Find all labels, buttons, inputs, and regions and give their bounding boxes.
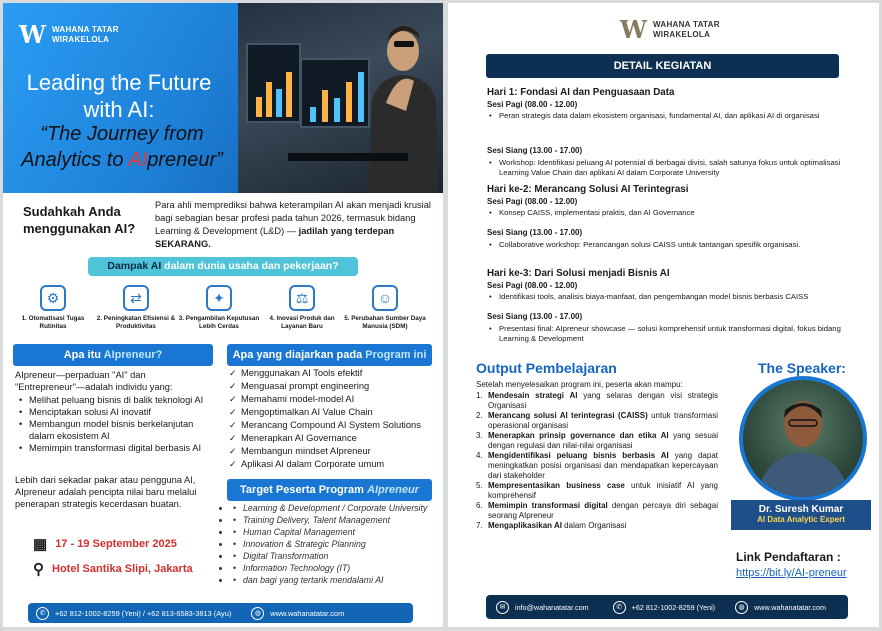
impact-label: 3. Pengambilan Keputusan Lebih Cerdas [178,315,260,330]
logo-text: WAHANA TATAR WIRAKELOLA [51,25,119,44]
efficiency-icon: ⇄ [123,285,149,311]
person-silhouette [358,11,438,193]
checklist-item: ✓ Menerapkan AI Governance [229,432,439,445]
list-item: • • Learning & Development / Corporate University [231,502,431,514]
list-item: • • Training Delivery, Talent Management [231,514,431,526]
checklist-item: ✓ Merancang Compound AI System Solutions [229,419,439,432]
session-time: Sesi Pagi (08.00 - 12.00) [487,281,578,290]
globe-icon: ◍ [735,601,748,614]
list-item: • Menciptakan solusi AI inovatif [17,406,217,418]
impact-banner: Dampak AI dalam dunia usaha dan pekerjaan? [88,257,358,276]
session-detail [487,292,842,302]
target-header: Target Peserta Program AIpreneur [227,479,432,501]
contact-phone: +62 812-1002-8259 (Yeni) [631,602,716,612]
speaker-title: AI Data Analytic Expert [757,515,845,524]
people-icon: ☺ [372,285,398,311]
list-item: • • Digital Transformation [231,550,431,562]
impact-item [260,285,344,331]
list-item: • Memimpin transformasi digital berbasis AI [17,442,217,454]
hero-photo [238,3,443,193]
event-venue: ⚲ Hotel Santika Slipi, Jakarta [33,561,193,578]
list-item: • Identifikasi tools, analisis biaya-manfaat, dan pengembangan model bisnis berbasis CAISS [487,292,842,302]
flyer-back-page [448,3,879,627]
speaker-name: Dr. Suresh Kumar [758,504,844,515]
speaker-photo [739,376,867,501]
list-item: • • Innovation & Strategic Planning [231,538,431,550]
desk [288,153,408,161]
impact-item [343,285,427,331]
automation-icon: ⚙ [40,285,66,311]
hero-title: Leading the Future with AI: [26,70,212,122]
checklist-item: ✓ Menggunakan AI Tools efektif [229,367,439,380]
registration-link[interactable]: https://bit.ly/AI-preneur [736,567,847,579]
apa-itu-intro: AIpreneur—perpaduan "AI" dan "Entrepreneur"—adalah individu yang: [15,370,173,392]
output-list [476,391,718,531]
checklist-item: ✓ Memahami model-model AI [229,393,439,406]
target-list [231,502,431,586]
session-detail [487,111,842,121]
contact-phone: +62 812-1002-8259 (Yeni) / +62 813-6583-3813 (Ayu) [55,608,232,618]
logo-mark: W [19,20,46,49]
checklist-item: ✓ Mengoptimalkan AI Value Chain [229,406,439,419]
output-item: Mengaplikasikan AI dalam Organisasi [488,521,627,530]
impact-label: 1. Otomatisasi Tugas Rutinitas [21,315,85,330]
list-item: • Peran strategis data dalam ekosistem organisasi, fundamental AI, dan aplikasi AI di organisasi [487,111,842,121]
list-item: • • dan bagi yang tertarik mendalami AI [231,574,431,586]
list-item: • • Human Capital Management [231,526,431,538]
day-title: Hari ke-3: Dari Solusi menjadi Bisnis AI [487,268,670,279]
output-item: Mempresentasikan business case untuk inisiatif AI yang komprehensif [488,481,718,500]
apa-itu-header: Apa itu AIpreneur? [13,344,213,366]
speaker-name-card [731,500,871,530]
session-time: Sesi Siang (13.00 - 17.00) [487,146,583,155]
output-heading: Output Pembelajaran [476,360,617,376]
whatsapp-icon: ✆ [36,607,49,620]
checklist-item: ✓ Aplikasi AI dalam Corporate umum [229,458,439,471]
globe-icon: ◍ [251,607,264,620]
checklist-item: ✓ Membangun mindset AIpreneur [229,445,439,458]
day-title: Hari ke-2: Merancang Solusi AI Terintegrasi [487,184,689,195]
flyer-front-page [3,3,443,627]
list-item: • Collaborative workshop: Perancangan solusi CAISS untuk tantangan spesifik organisasi. [487,240,842,250]
impact-item [11,285,95,331]
session-detail [487,208,842,218]
contact-email[interactable]: info@wahanatatar.com [515,602,589,612]
logo-text: WAHANA TATAR WIRAKELOLA [652,20,720,39]
output-intro: Setelah menyelesaikan program ini, peserta akan mampu: [476,380,683,389]
website-link[interactable]: www.wahanatatar.com [754,602,827,612]
list-item: • Presentasi final: AIpreneur showcase — solusi komprehensif untuk transformasi digital, fokus bidang Learning & Development [487,324,842,344]
email-icon: ✉ [496,601,509,614]
session-time: Sesi Siang (13.00 - 17.00) [487,228,583,237]
list-item: • Workshop: Identifikasi peluang AI potensial di berbagai divisi, salah satunya fokus untuk optimalisasi Learning Value Chain dan aplikasi AI dalam Corporate University [487,158,842,178]
list-item: • Membangun model bisnis berkelanjutan dalam ekosistem AI [17,418,217,442]
question-heading: Sudahkah Anda menggunakan AI? [23,204,136,236]
brand-logo [19,20,119,49]
session-detail [487,158,842,178]
whatsapp-icon: ✆ [613,601,626,614]
hero-banner [3,3,443,193]
session-time: Sesi Pagi (08.00 - 12.00) [487,197,578,206]
session-time: Sesi Siang (13.00 - 17.00) [487,312,583,321]
output-item: Mengidentifikasi peluang bisnis berbasis AI yang dapat meningkatkan posisi organisasi dan mendapatkan kepercayaan dari stakeholder [488,451,718,480]
lightbulb-icon: ✦ [206,285,232,311]
intro-text: Para ahli memprediksi bahwa keterampilan AI akan menjadi krusial bagi sebagian besar profesi pada tahun 2026, termasuk bidang Learning & Development (L&D) — jadilah yang terdepan SEKARANG. [155,200,431,249]
impact-label: 4. Inovasi Produk dan Layanan Baru [269,315,335,330]
output-item: Memimpin transformasi digital dengan percaya diri sebagai seorang AIpreneur [488,501,718,520]
contact-footer [28,603,413,623]
diajarkan-header: Apa yang diajarkan pada Program ini [227,344,432,366]
impact-label: 5. Perubahan Sumber Daya Manusia (SDM) [344,315,426,330]
diajarkan-list [229,367,439,471]
hero-subtitle: “The Journey from Analytics to AIpreneur” [21,123,223,171]
impact-item [94,285,178,331]
list-item: • Konsep CAISS, implementasi praktis, dan AI Governance [487,208,842,218]
impact-item [177,285,261,331]
session-time: Sesi Pagi (08.00 - 12.00) [487,100,578,109]
event-date: ▦ 17 - 19 September 2025 [33,536,177,553]
detail-header: DETAIL KEGIATAN [486,54,839,78]
logo-mark: W [620,15,647,44]
website-link[interactable]: www.wahanatatar.com [270,608,345,618]
list-item: • Melihat peluang bisnis di balik teknologi AI [17,394,217,406]
apa-itu-list [17,394,217,454]
registration-label: Link Pendaftaran : [736,550,841,564]
contact-footer [486,595,848,619]
session-detail [487,240,842,250]
calendar-icon: ▦ [33,536,48,553]
list-item: • • Information Technology (IT) [231,562,431,574]
session-detail [487,324,842,344]
monitor-graphic [246,43,301,123]
output-item: Menerapkan prinsip governance dan etika AI yang sesuai dengan regulasi dan nilai-nilai organisasi [488,431,719,450]
brand-logo [620,15,720,44]
output-item: Mendesain strategi AI yang selaras dengan visi strategis Organisasi [488,391,719,410]
checklist-item: ✓ Menguasai prompt engineering [229,380,439,393]
location-pin-icon: ⚲ [33,561,44,578]
day-title: Hari 1: Fondasi AI dan Penguasaan Data [487,87,675,98]
scale-icon: ⚖ [289,285,315,311]
speaker-heading: The Speaker: [758,360,846,376]
output-item: Merancang solusi AI terintegrasi (CAISS) untuk transformasi operasional organisasi [488,411,719,430]
impact-label: 2. Peningkatan Efisiensi & Produktivitas [96,315,176,330]
apa-itu-closing: Lebih dari sekadar pakar atau pengguna AI, AIpreneur adalah pencipta nilai baru melalui penerapan strategis kecerdasan buatan. [15,475,197,509]
